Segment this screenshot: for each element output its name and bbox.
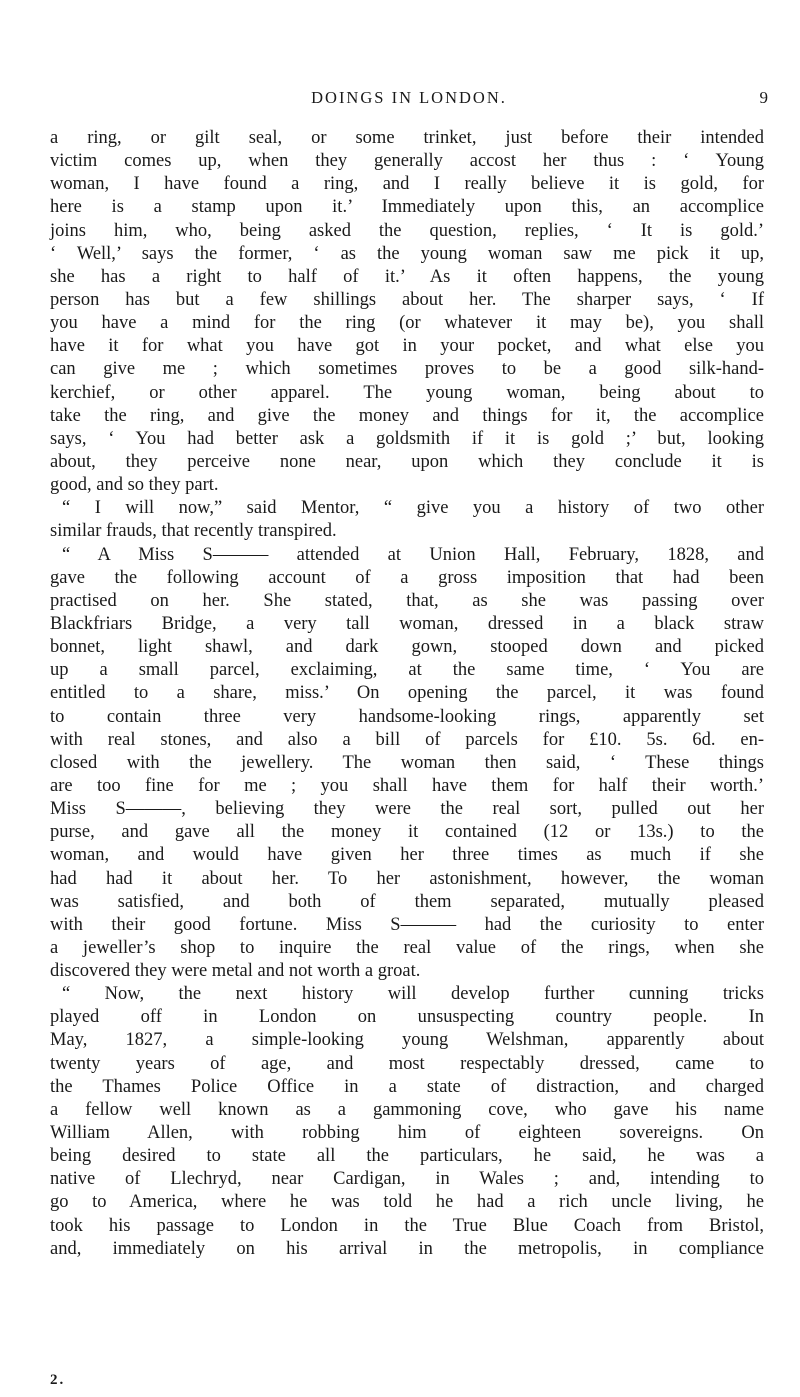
text-line: practised on her. She stated, that, as she was passing over — [50, 590, 764, 611]
text-line: purse, and gave all the money it contained (12 or 13s.) to the — [50, 822, 764, 843]
text-line: have it for what you have got in your pocket, and what else you — [50, 336, 764, 357]
text-line: “ A Miss S——— attended at Union Hall, February, 1828, and — [62, 544, 764, 565]
text-line: took his passage to London in the True Blue Coach from Bristol, — [50, 1215, 764, 1236]
text-line: to contain three very handsome-looking rings, apparently set — [50, 706, 764, 727]
text-line: had had it about her. To her astonishment, however, the woman — [50, 868, 764, 889]
text-line: can give me ; which sometimes proves to be a good silk-hand- — [50, 359, 764, 380]
text-line: “ I will now,” said Mentor, “ give you a history of two other — [62, 498, 764, 519]
text-line: and, immediately on his arrival in the metropolis, in compliance — [50, 1238, 764, 1259]
running-head — [50, 88, 768, 112]
text-line: native of Llechryd, near Cardigan, in Wales ; and, intending to — [50, 1169, 764, 1190]
text-line: here is a stamp upon it.’ Immediately upon this, an accomplice — [50, 197, 764, 218]
text-line: ‘ Well,’ says the former, ‘ as the young woman saw me pick it up, — [50, 243, 764, 264]
text-line: discovered they were metal and not worth a groat. — [50, 961, 421, 982]
text-line: with real stones, and also a bill of parcels for £10. 5s. 6d. en- — [50, 729, 764, 750]
text-line: you have a mind for the ring (or whatever it may be), you shall — [50, 313, 764, 334]
text-line: kerchief, or other apparel. The young woman, being about to — [50, 382, 764, 403]
text-line: being desired to state all the particulars, he said, he was a — [50, 1146, 764, 1167]
text-line: about, they perceive none near, upon which they conclude it is — [50, 451, 764, 472]
text-body — [50, 127, 764, 1261]
text-line: a fellow well known as a gammoning cove, who gave his name — [50, 1099, 764, 1120]
signature-mark: 2. — [50, 1372, 66, 1388]
text-line: Blackfriars Bridge, a very tall woman, dressed in a black straw — [50, 613, 764, 634]
text-line: go to America, where he was told he had a rich uncle living, he — [50, 1192, 764, 1213]
text-line: woman, and would have given her three times as much if she — [50, 845, 764, 866]
text-line: similar frauds, that recently transpired. — [50, 521, 337, 542]
text-line: take the ring, and give the money and things for it, the accomplice — [50, 405, 764, 426]
running-title: DOINGS IN LONDON. — [311, 88, 507, 107]
text-line: bonnet, light shawl, and dark gown, stooped down and picked — [50, 637, 764, 658]
text-line: a ring, or gilt seal, or some trinket, just before their intended — [50, 128, 764, 148]
text-line: says, ‘ You had better ask a goldsmith if it is gold ;’ but, looking — [50, 428, 764, 449]
text-line: May, 1827, a simple-looking young Welshman, apparently about — [50, 1030, 764, 1051]
text-line: joins him, who, being asked the question, replies, ‘ It is gold.’ — [50, 220, 764, 241]
text-line: person has but a few shillings about her. The sharper says, ‘ If — [50, 289, 764, 310]
text-line: played off in London on unsuspecting country people. In — [50, 1007, 764, 1028]
text-line: entitled to a share, miss.’ On opening the parcel, it was found — [50, 683, 764, 704]
text-line: with their good fortune. Miss S——— had the curiosity to enter — [50, 914, 764, 935]
text-line: “ Now, the next history will develop further cunning tricks — [62, 984, 764, 1005]
text-line: she has a right to half of it.’ As it often happens, the young — [50, 266, 764, 287]
text-line: good, and so they part. — [50, 475, 219, 496]
text-line: twenty years of age, and most respectably dressed, came to — [50, 1053, 764, 1074]
text-line: closed with the jewellery. The woman then said, ‘ These things — [50, 752, 764, 773]
text-line: William Allen, with robbing him of eighteen sovereigns. On — [50, 1123, 764, 1144]
text-line: Miss S———, believing they were the real sort, pulled out her — [50, 799, 764, 820]
text-line: woman, I have found a ring, and I really believe it is gold, for — [50, 174, 764, 195]
text-line: up a small parcel, exclaiming, at the same time, ‘ You are — [50, 660, 764, 681]
text-line: gave the following account of a gross imposition that had been — [50, 567, 764, 588]
text-line: was satisfied, and both of them separated, mutually pleased — [50, 891, 764, 912]
text-line: are too fine for me ; you shall have them for half their worth.’ — [50, 775, 764, 796]
text-line: the Thames Police Office in a state of distraction, and charged — [50, 1076, 764, 1097]
text-line: a jeweller’s shop to inquire the real value of the rings, when she — [50, 937, 764, 958]
page-number: 9 — [759, 88, 768, 107]
text-line: victim comes up, when they generally accost her thus : ‘ Young — [50, 151, 764, 172]
